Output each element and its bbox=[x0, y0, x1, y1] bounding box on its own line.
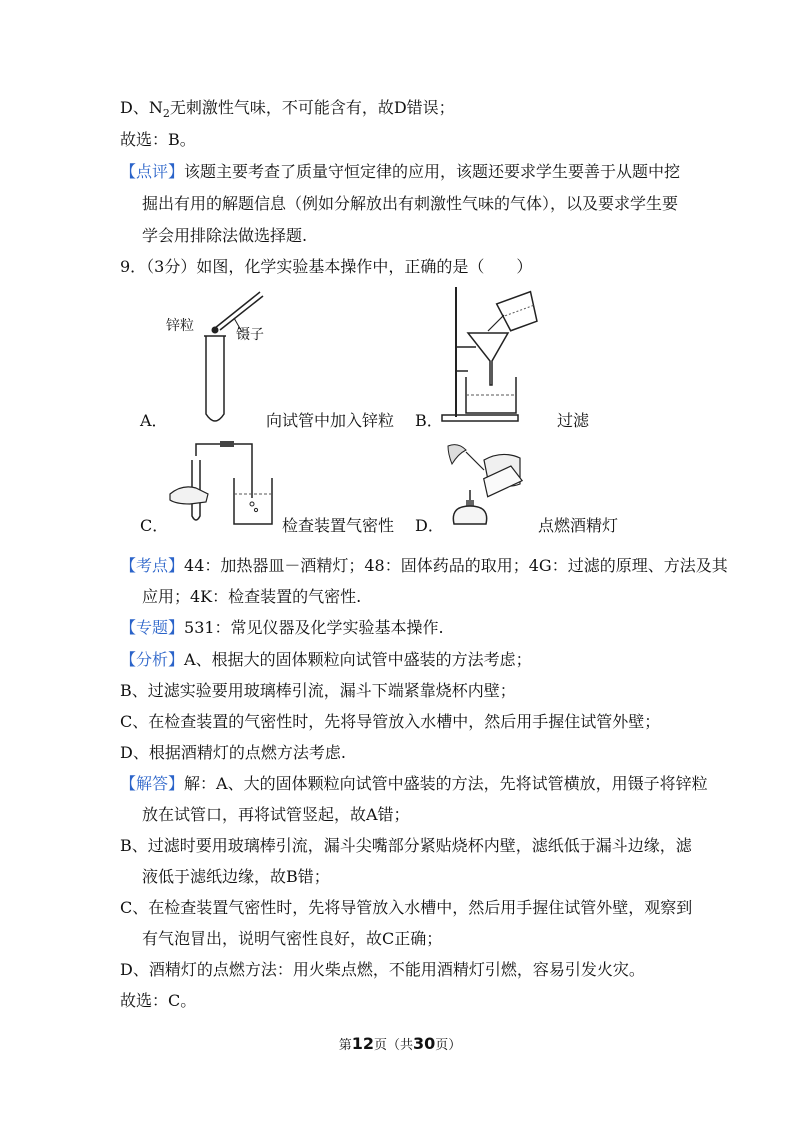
kaodian-line: 【考点】44：加热器皿－酒精灯；48：固体药品的取用；4G：过滤的原理、方法及其 bbox=[120, 556, 728, 575]
option-d-caption: 点燃酒精灯 bbox=[538, 516, 619, 535]
option-b-letter: B． bbox=[415, 411, 443, 430]
text-line: 有气泡冒出，说明气密性良好，故C正确； bbox=[142, 929, 443, 948]
text-line: 故选：B。 bbox=[120, 130, 196, 149]
answer-line: 故选：C。 bbox=[120, 991, 197, 1010]
figure-c-airtightness bbox=[168, 438, 278, 528]
figure-d-alcohol-lamp bbox=[444, 440, 544, 530]
page-total: 30 bbox=[413, 1034, 436, 1053]
fenxi-line: 【分析】A、根据大的固体颗粒向试管中盛装的方法考虑； bbox=[120, 650, 532, 669]
text-line: 放在试管口，再将试管竖起，故A错； bbox=[142, 805, 410, 824]
text-line: 液低于滤纸边缘，故B错； bbox=[142, 867, 330, 886]
text-line: D、$N_2$无刺激性气味，不可能含有，故D错误； bbox=[120, 98, 455, 121]
page-number: 12 bbox=[351, 1034, 374, 1053]
text-line: C、在检查装置气密性时，先将导管放入水槽中，然后用手握住试管外壁，观察到 bbox=[120, 898, 693, 917]
text-line: 应用；4K：检查装置的气密性. bbox=[142, 587, 362, 606]
text-line: B、过滤时要用玻璃棒引流，漏斗尖嘴部分紧贴烧杯内壁，滤纸低于漏斗边缘，滤 bbox=[120, 836, 692, 855]
option-d-letter: D． bbox=[415, 516, 444, 535]
option-b-caption: 过滤 bbox=[557, 411, 590, 430]
text-line: 学会用排除法做选择题. bbox=[142, 226, 308, 245]
text-line: B、过滤实验要用玻璃棒引流，漏斗下端紧靠烧杯内壁； bbox=[120, 681, 516, 700]
jieda-line: 【解答】解：A、大的固体颗粒向试管中盛装的方法，先将试管横放，用镊子将锌粒 bbox=[120, 774, 708, 793]
option-c-letter: C． bbox=[140, 516, 169, 535]
figure-a-test-tube bbox=[160, 288, 270, 428]
option-a-caption: 向试管中加入锌粒 bbox=[266, 411, 395, 430]
zhuanti-line: 【专题】531：常见仪器及化学实验基本操作. bbox=[120, 618, 444, 637]
text-line: D、根据酒精灯的点燃方法考虑. bbox=[120, 743, 346, 762]
figure-b-filtration bbox=[438, 285, 548, 425]
comment-line: 【点评】该题主要考查了质量守恒定律的应用，该题还要求学生要善于从题中挖 bbox=[120, 162, 681, 181]
label-zinc: 锌粒 bbox=[166, 318, 194, 334]
option-c-caption: 检查装置气密性 bbox=[282, 516, 395, 535]
page-footer: 第12页（共30页） bbox=[338, 1034, 462, 1053]
option-a-letter: A． bbox=[140, 411, 168, 430]
text-line: D、酒精灯的点燃方法：用火柴点燃，不能用酒精灯引燃，容易引发火灾。 bbox=[120, 960, 645, 979]
comment-tag: 【点评】 bbox=[120, 162, 185, 181]
question-9: 9．（3分）如图，化学实验基本操作中，正确的是（ ） bbox=[120, 257, 533, 276]
label-tweezers: 镊子 bbox=[236, 327, 264, 343]
text-line: C、在检查装置的气密性时，先将导管放入水槽中，然后用手握住试管外壁； bbox=[120, 712, 661, 731]
text-line: 掘出有用的解题信息（例如分解放出有刺激性气味的气体），以及要求学生要 bbox=[142, 194, 679, 213]
